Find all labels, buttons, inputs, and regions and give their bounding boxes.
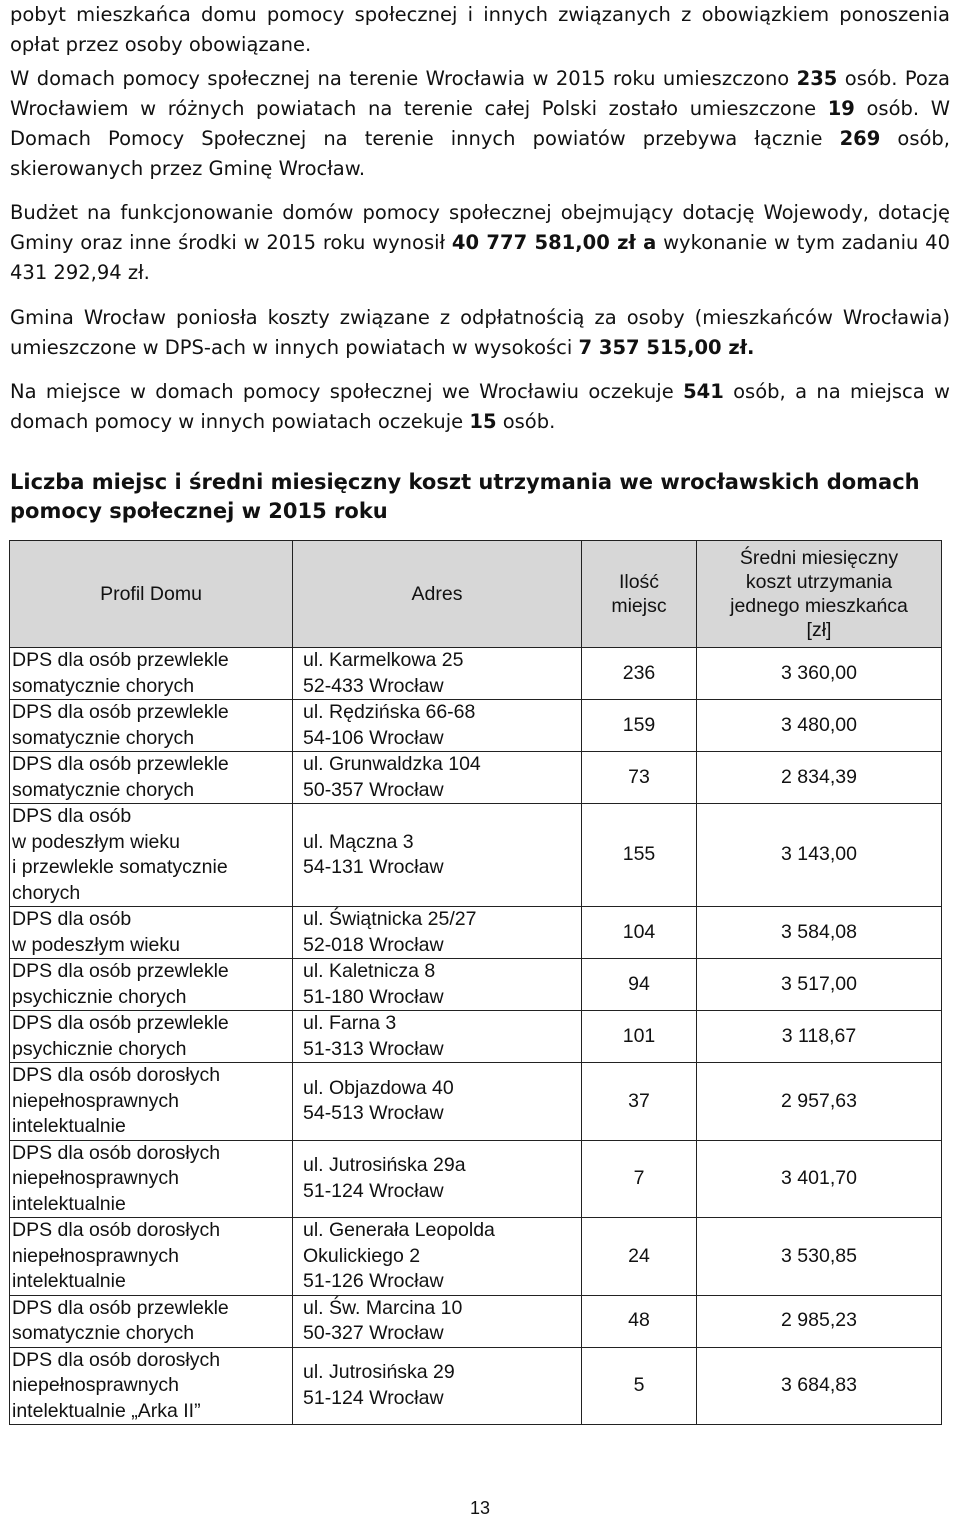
cell-address: ul. Jutrosińska 29 51-124 Wrocław (293, 1347, 582, 1425)
cell-address: ul. Grunwaldzka 104 50-357 Wrocław (293, 752, 582, 804)
cell-cost: 3 517,00 (697, 959, 942, 1011)
paragraph-budget (10, 198, 950, 288)
paragraph-continuation (10, 0, 950, 60)
bold-value: 15 (469, 410, 497, 433)
cell-address: ul. Świątnicka 25/27 52-018 Wrocław (293, 907, 582, 959)
cell-profile: DPS dla osób przewlekle psychicznie chorych (10, 959, 293, 1011)
bold-value: 19 (827, 97, 855, 120)
table-body (10, 648, 942, 1425)
table-title: Liczba miejsc i średni miesięczny koszt utrzymania we wrocławskich domach pomocy społecznej w 2015 roku (10, 470, 920, 523)
table-row (10, 1140, 942, 1218)
table-row (10, 1295, 942, 1347)
cell-places: 155 (582, 804, 697, 907)
cell-profile: DPS dla osób przewlekle psychicznie chorych (10, 1011, 293, 1063)
cell-cost: 3 401,70 (697, 1140, 942, 1218)
cell-address: ul. Św. Marcina 10 50-327 Wrocław (293, 1295, 582, 1347)
cell-cost: 3 360,00 (697, 648, 942, 700)
cell-places: 5 (582, 1347, 697, 1425)
cell-cost: 3 584,08 (697, 907, 942, 959)
paragraph-text: Gmina Wrocław poniosła koszty związane z odpłatnością za osoby (mieszkańców Wrocławia) umieszczone w DPS-ach w innych powiatach w wysokości 7 357 515,00 zł. (10, 306, 950, 359)
paragraph-placements (10, 64, 950, 184)
cell-places: 73 (582, 752, 697, 804)
cell-profile: DPS dla osób dorosłych niepełnosprawnych intelektualnie (10, 1063, 293, 1141)
cell-cost: 2 985,23 (697, 1295, 942, 1347)
bold-value: 541 (683, 380, 724, 403)
header-cost: Średni miesięczny koszt utrzymania jednego mieszkańca [zł] (697, 541, 942, 648)
cell-address: ul. Generała Leopolda Okulickiego 2 51-126 Wrocław (293, 1218, 582, 1296)
paragraph-text: Na miejsce w domach pomocy społecznej we Wrocławiu oczekuje 541 osób, a na miejsca w domach pomocy w innych powiatach oczekuje 15 osób. (10, 380, 950, 433)
cell-cost: 3 684,83 (697, 1347, 942, 1425)
table-row (10, 1063, 942, 1141)
header-address: Adres (293, 541, 582, 648)
cell-places: 159 (582, 700, 697, 752)
cell-profile: DPS dla osób przewlekle somatycznie chorych (10, 752, 293, 804)
cell-cost: 3 143,00 (697, 804, 942, 907)
cell-places: 94 (582, 959, 697, 1011)
header-profile: Profil Domu (10, 541, 293, 648)
cell-profile: DPS dla osób przewlekle somatycznie chorych (10, 648, 293, 700)
cell-cost: 3 530,85 (697, 1218, 942, 1296)
table-row (10, 1218, 942, 1296)
table-header-row (10, 541, 942, 648)
cell-profile: DPS dla osób w podeszłym wieku i przewlekle somatycznie chorych (10, 804, 293, 907)
cell-places: 37 (582, 1063, 697, 1141)
cell-profile: DPS dla osób dorosłych niepełnosprawnych intelektualnie (10, 1218, 293, 1296)
cell-profile: DPS dla osób przewlekle somatycznie chorych (10, 700, 293, 752)
header-places: Ilość miejsc (582, 541, 697, 648)
bold-value: 235 (796, 67, 838, 90)
cell-cost: 2 957,63 (697, 1063, 942, 1141)
cell-places: 104 (582, 907, 697, 959)
table-row (10, 907, 942, 959)
dps-table (9, 540, 942, 1425)
bold-value: 269 (839, 127, 881, 150)
cell-profile: DPS dla osób dorosłych niepełnosprawnych intelektualnie „Arka II” (10, 1347, 293, 1425)
bold-value: 7 357 515,00 zł. (578, 336, 755, 359)
page-number: 13 (469, 1498, 491, 1518)
table-row (10, 752, 942, 804)
paragraph-text: Budżet na funkcjonowanie domów pomocy społecznej obejmujący dotację Wojewody, dotację Gminy oraz inne środki w 2015 roku wynosił 40 777 581,00 zł a wykonanie w tym zadaniu 40 431 292,94 zł. (10, 201, 950, 284)
paragraph-costs (10, 303, 950, 363)
paragraph-waiting (10, 377, 950, 437)
cell-address: ul. Jutrosińska 29a 51-124 Wrocław (293, 1140, 582, 1218)
cell-profile: DPS dla osób przewlekle somatycznie chorych (10, 1295, 293, 1347)
cell-address: ul. Kaletnicza 8 51-180 Wrocław (293, 959, 582, 1011)
cell-address: ul. Mączna 3 54-131 Wrocław (293, 804, 582, 907)
cell-places: 236 (582, 648, 697, 700)
cell-cost: 2 834,39 (697, 752, 942, 804)
table-row (10, 959, 942, 1011)
cell-cost: 3 118,67 (697, 1011, 942, 1063)
table-row (10, 1011, 942, 1063)
cell-places: 7 (582, 1140, 697, 1218)
table-row (10, 648, 942, 700)
cell-places: 24 (582, 1218, 697, 1296)
cell-places: 101 (582, 1011, 697, 1063)
cell-profile: DPS dla osób w podeszłym wieku (10, 907, 293, 959)
paragraph-text: W domach pomocy społecznej na terenie Wrocławia w 2015 roku umieszczono 235 osób. Poza Wrocławiem w różnych powiatach na terenie całej Polski zostało umieszczone 19 osób. W Domach Pomocy Społecznej na terenie innych powiatów przebywa łącznie 269 osób, skierowanych przez Gminę Wrocław. (10, 67, 950, 180)
bold-value: 40 777 581,00 zł a (451, 231, 657, 254)
table-row (10, 700, 942, 752)
cell-profile: DPS dla osób dorosłych niepełnosprawnych intelektualnie (10, 1140, 293, 1218)
paragraph-text: pobyt mieszkańca domu pomocy społecznej i innych związanych z obowiązkiem ponoszenia opłat przez osoby obowiązane. (10, 3, 950, 56)
cell-address: ul. Rędzińska 66-68 54-106 Wrocław (293, 700, 582, 752)
table-row (10, 804, 942, 907)
table-row (10, 1347, 942, 1425)
cell-address: ul. Objazdowa 40 54-513 Wrocław (293, 1063, 582, 1141)
cell-places: 48 (582, 1295, 697, 1347)
cell-address: ul. Farna 3 51-313 Wrocław (293, 1011, 582, 1063)
cell-cost: 3 480,00 (697, 700, 942, 752)
cell-address: ul. Karmelkowa 25 52-433 Wrocław (293, 648, 582, 700)
